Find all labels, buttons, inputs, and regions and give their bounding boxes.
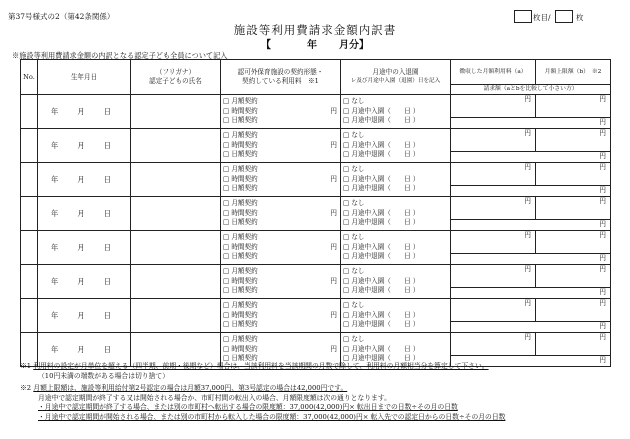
footnote-2-line3: ・月途中で認定期間が終了する場合、または別の市町村へ転出する場合の限度額：37,000(42,000)円× 転出日までの日数÷その月の日数 xyxy=(38,403,458,412)
footnote-1 xyxy=(20,362,505,372)
option-none[interactable]: □ なし xyxy=(343,130,365,139)
yen-unit: 円 xyxy=(330,276,337,285)
row-contract-options xyxy=(221,231,341,265)
option-mid-month-entry[interactable]: □ 月途中入園（ 日 ） xyxy=(343,208,420,217)
option-mid-month-exit[interactable]: □ 月途中退園（ 日 ） xyxy=(343,286,420,295)
option-label: □ 時間契約 xyxy=(223,276,258,285)
option-label: □ 時間契約 xyxy=(223,310,258,319)
breakdown-table xyxy=(20,59,611,367)
header-enrollment xyxy=(341,60,451,95)
table-header-row xyxy=(21,60,611,85)
amount-a-cell[interactable]: 円 xyxy=(451,95,536,118)
option-hourly-contract[interactable] xyxy=(223,107,340,117)
sheet-label-total: 枚 xyxy=(576,13,584,22)
request-amount-cell[interactable]: 円 xyxy=(451,254,611,265)
footnote-2-line2: 月途中で認定期間が終了する又は開始される場合か、市町村間の転出入の場合、月額限度額は次の通りとなります。 xyxy=(38,393,391,402)
option-mid-month-entry[interactable]: □ 月途中入園（ 日 ） xyxy=(343,344,420,353)
footnote-1-mark: ※1 xyxy=(20,362,32,370)
option-none[interactable]: □ なし xyxy=(343,96,365,105)
yen-unit: 円 xyxy=(330,310,337,319)
option-daily-contract[interactable] xyxy=(223,286,340,296)
table-row xyxy=(21,129,611,152)
table-row xyxy=(21,197,611,220)
row-no[interactable] xyxy=(21,95,38,129)
row-child-name[interactable] xyxy=(131,163,221,197)
footnote-2 xyxy=(20,384,505,394)
option-hourly-contract[interactable] xyxy=(223,175,340,185)
amount-a-cell[interactable]: 円 xyxy=(451,197,536,220)
amount-a-cell[interactable]: 円 xyxy=(451,231,536,254)
period-year: 年 xyxy=(307,40,317,51)
option-label: □ 日額契約 xyxy=(223,116,258,125)
amount-b-cell[interactable]: 円 xyxy=(536,299,611,322)
option-none[interactable]: □ なし xyxy=(343,198,365,207)
row-dob[interactable]: 年 月 日 xyxy=(38,265,131,299)
yen-unit: 円 xyxy=(330,242,337,251)
row-enrollment-options xyxy=(341,163,451,197)
option-label: □ 日額契約 xyxy=(223,320,258,329)
row-contract-options xyxy=(221,197,341,231)
option-monthly-contract[interactable] xyxy=(223,233,340,243)
request-amount-cell[interactable]: 円 xyxy=(451,288,611,299)
row-dob[interactable]: 年 月 日 xyxy=(38,197,131,231)
row-no[interactable] xyxy=(21,163,38,197)
row-enrollment-options xyxy=(341,265,451,299)
amount-a-cell[interactable]: 円 xyxy=(451,163,536,186)
option-label: □ 日額契約 xyxy=(223,252,258,261)
option-label: □ 時間契約 xyxy=(223,208,258,217)
option-label: □ 日額契約 xyxy=(223,150,258,159)
option-none[interactable]: □ なし xyxy=(343,164,365,173)
header-amount-b: 月額上限額（b） ※2 xyxy=(536,60,611,85)
option-label: □ 月額契約 xyxy=(223,232,258,241)
row-child-name[interactable] xyxy=(131,95,221,129)
yen-unit: 円 xyxy=(330,208,337,217)
option-label: □ 日額契約 xyxy=(223,286,258,295)
header-contract: 認可外保育施設の契約形態・ 契約している利用料 ※1 xyxy=(221,60,341,95)
option-mid-month-exit[interactable]: □ 月途中退園（ 日 ） xyxy=(343,320,420,329)
table-row xyxy=(21,95,611,118)
request-amount-cell[interactable]: 円 xyxy=(451,322,611,333)
footnote-2-line4: ・月途中で認定期間が開始される場合、または別の市町村から転入した場合の限度額：37,000(42,000)円× 転入先での認定日からの日数÷その月の日数 xyxy=(38,412,506,421)
option-mid-month-exit[interactable]: □ 月途中退園（ 日 ） xyxy=(343,184,420,193)
option-monthly-contract[interactable] xyxy=(223,335,340,345)
row-child-name[interactable] xyxy=(131,265,221,299)
option-label: □ 月額契約 xyxy=(223,130,258,139)
row-no[interactable] xyxy=(21,265,38,299)
row-dob[interactable]: 年 月 日 xyxy=(38,333,131,367)
row-contract-options xyxy=(221,163,341,197)
row-enrollment-options xyxy=(341,231,451,265)
footnote-1-line2: （10円未満の端数がある場合は切り捨て） xyxy=(38,371,169,380)
option-label: □ 月額契約 xyxy=(223,96,258,105)
option-monthly-contract[interactable] xyxy=(223,199,340,209)
sheet-label-current: 枚目/ xyxy=(533,13,551,22)
footnote-2-mark: ※2 xyxy=(20,384,32,393)
option-hourly-contract[interactable] xyxy=(223,277,340,287)
row-enrollment-options xyxy=(341,95,451,129)
option-hourly-contract[interactable] xyxy=(223,209,340,219)
option-label: □ 月額契約 xyxy=(223,266,258,275)
amount-b-cell[interactable]: 円 xyxy=(536,197,611,220)
row-dob[interactable]: 年 月 日 xyxy=(38,163,131,197)
row-child-name[interactable] xyxy=(131,299,221,333)
header-enrollment-main: 月途中の入退園 xyxy=(372,68,419,76)
request-amount-cell[interactable]: 円 xyxy=(451,118,611,129)
row-no[interactable] xyxy=(21,299,38,333)
option-label: □ 月額契約 xyxy=(223,334,258,343)
header-enrollment-sub: レ及び月途中入園（退園）日を記入 xyxy=(350,78,441,84)
option-monthly-contract[interactable] xyxy=(223,267,340,277)
option-mid-month-entry[interactable]: □ 月途中入園（ 日 ） xyxy=(343,242,420,251)
header-amount-a: 徴収した月額利用料（a） xyxy=(451,60,536,85)
form-number: 第37号様式の2（第42条関係） xyxy=(8,12,115,21)
option-monthly-contract[interactable] xyxy=(223,301,340,311)
period-month: 月分】 xyxy=(339,40,369,51)
amount-a-cell[interactable]: 円 xyxy=(451,265,536,288)
option-none[interactable]: □ なし xyxy=(343,266,365,275)
row-contract-options xyxy=(221,265,341,299)
header-child-name: （フリガナ） 認定子どもの氏名 xyxy=(131,60,221,95)
row-child-name[interactable] xyxy=(131,231,221,265)
option-mid-month-exit[interactable]: □ 月途中退園（ 日 ） xyxy=(343,218,420,227)
table-row xyxy=(21,333,611,356)
option-mid-month-exit[interactable]: □ 月途中退園（ 日 ） xyxy=(343,150,420,159)
row-dob[interactable]: 年 月 日 xyxy=(38,95,131,129)
option-none[interactable]: □ なし xyxy=(343,334,365,343)
row-enrollment-options xyxy=(341,129,451,163)
footnote-1-line1: 利用料の設定が月単位を超える（四半期、前期・後期など）場合は、当該利用料を当該期間の月数で除して、利用料の月額相当分を算定して下さい。 xyxy=(33,362,489,370)
top-note: ※施設等利用費請求金額の内訳となる認定子ども全員について記入 xyxy=(12,51,228,60)
yen-unit: 円 xyxy=(330,140,337,149)
amount-b-cell[interactable]: 円 xyxy=(536,129,611,152)
amount-b-cell[interactable]: 円 xyxy=(536,231,611,254)
row-enrollment-options xyxy=(341,299,451,333)
table-row xyxy=(21,265,611,288)
header-dob: 生年月日 xyxy=(38,60,131,95)
row-enrollment-options xyxy=(341,197,451,231)
row-child-name[interactable] xyxy=(131,129,221,163)
row-contract-options xyxy=(221,129,341,163)
option-daily-contract[interactable] xyxy=(223,320,340,330)
request-amount-cell[interactable]: 円 xyxy=(451,220,611,231)
amount-b-cell[interactable]: 円 xyxy=(536,163,611,186)
option-mid-month-exit[interactable]: □ 月途中退園（ 日 ） xyxy=(343,252,420,261)
option-none[interactable]: □ なし xyxy=(343,300,365,309)
option-label: □ 時間契約 xyxy=(223,106,258,115)
row-contract-options xyxy=(221,95,341,129)
request-amount-cell[interactable]: 円 xyxy=(451,152,611,163)
option-hourly-contract[interactable] xyxy=(223,243,340,253)
option-daily-contract[interactable] xyxy=(223,116,340,126)
amount-a-cell[interactable]: 円 xyxy=(451,299,536,322)
option-label: □ 時間契約 xyxy=(223,242,258,251)
option-monthly-contract[interactable] xyxy=(223,131,340,141)
option-monthly-contract[interactable] xyxy=(223,97,340,107)
option-mid-month-entry[interactable]: □ 月途中入園（ 日 ） xyxy=(343,140,420,149)
option-label: □ 月額契約 xyxy=(223,198,258,207)
footnotes xyxy=(20,362,505,423)
row-dob[interactable]: 年 月 日 xyxy=(38,299,131,333)
option-label: □ 日額契約 xyxy=(223,218,258,227)
option-label: □ 月額契約 xyxy=(223,300,258,309)
amount-a-cell[interactable]: 円 xyxy=(451,333,536,356)
request-amount-cell[interactable]: 円 xyxy=(451,186,611,197)
page-title: 施設等利用費請求金額内訳書 xyxy=(233,23,397,37)
option-label: □ 日額契約 xyxy=(223,354,258,363)
option-mid-month-exit[interactable]: □ 月途中退園（ 日 ） xyxy=(343,354,420,363)
option-label: □ 時間契約 xyxy=(223,344,258,353)
table-row xyxy=(21,163,611,186)
row-no[interactable] xyxy=(21,129,38,163)
row-dob[interactable]: 年 月 日 xyxy=(38,231,131,265)
amount-b-cell[interactable]: 円 xyxy=(536,95,611,118)
option-daily-contract[interactable] xyxy=(223,252,340,262)
table-row xyxy=(21,231,611,254)
option-hourly-contract[interactable] xyxy=(223,141,340,151)
option-mid-month-entry[interactable]: □ 月途中入園（ 日 ） xyxy=(343,276,420,285)
option-mid-month-entry[interactable]: □ 月途中入園（ 日 ） xyxy=(343,106,420,115)
option-hourly-contract[interactable] xyxy=(223,345,340,355)
option-none[interactable]: □ なし xyxy=(343,232,365,241)
row-child-name[interactable] xyxy=(131,197,221,231)
option-mid-month-entry[interactable]: □ 月途中入園（ 日 ） xyxy=(343,310,420,319)
option-daily-contract[interactable] xyxy=(223,218,340,228)
yen-unit: 円 xyxy=(330,174,337,183)
option-label: □ 時間契約 xyxy=(223,174,258,183)
yen-unit: 円 xyxy=(330,344,337,353)
header-no: No. xyxy=(21,60,38,95)
row-dob[interactable]: 年 月 日 xyxy=(38,129,131,163)
row-no[interactable] xyxy=(21,231,38,265)
option-mid-month-exit[interactable]: □ 月途中退園（ 日 ） xyxy=(343,116,420,125)
option-label: □ 日額契約 xyxy=(223,184,258,193)
option-daily-contract[interactable] xyxy=(223,150,340,160)
option-hourly-contract[interactable] xyxy=(223,311,340,321)
option-daily-contract[interactable] xyxy=(223,184,340,194)
period-line xyxy=(0,36,630,51)
row-no[interactable] xyxy=(21,197,38,231)
row-contract-options xyxy=(221,299,341,333)
amount-a-cell[interactable]: 円 xyxy=(451,129,536,152)
header-request-amount: 請求額（aとbを比較して小さい方） xyxy=(451,85,611,95)
request-amount-cell[interactable]: 円 xyxy=(451,356,611,367)
amount-b-cell[interactable]: 円 xyxy=(536,265,611,288)
option-label: □ 月額契約 xyxy=(223,164,258,173)
option-mid-month-entry[interactable]: □ 月途中入園（ 日 ） xyxy=(343,174,420,183)
amount-b-cell[interactable]: 円 xyxy=(536,333,611,356)
option-label: □ 時間契約 xyxy=(223,140,258,149)
option-monthly-contract[interactable] xyxy=(223,165,340,175)
period-open: 【 xyxy=(261,40,271,51)
yen-unit: 円 xyxy=(330,106,337,115)
table-row xyxy=(21,299,611,322)
footnote-2-line1: 月額上限額は、施設等利用給付第2号認定の場合は月額37,000円、第3号認定の場合は42,000円です。 xyxy=(33,384,348,393)
